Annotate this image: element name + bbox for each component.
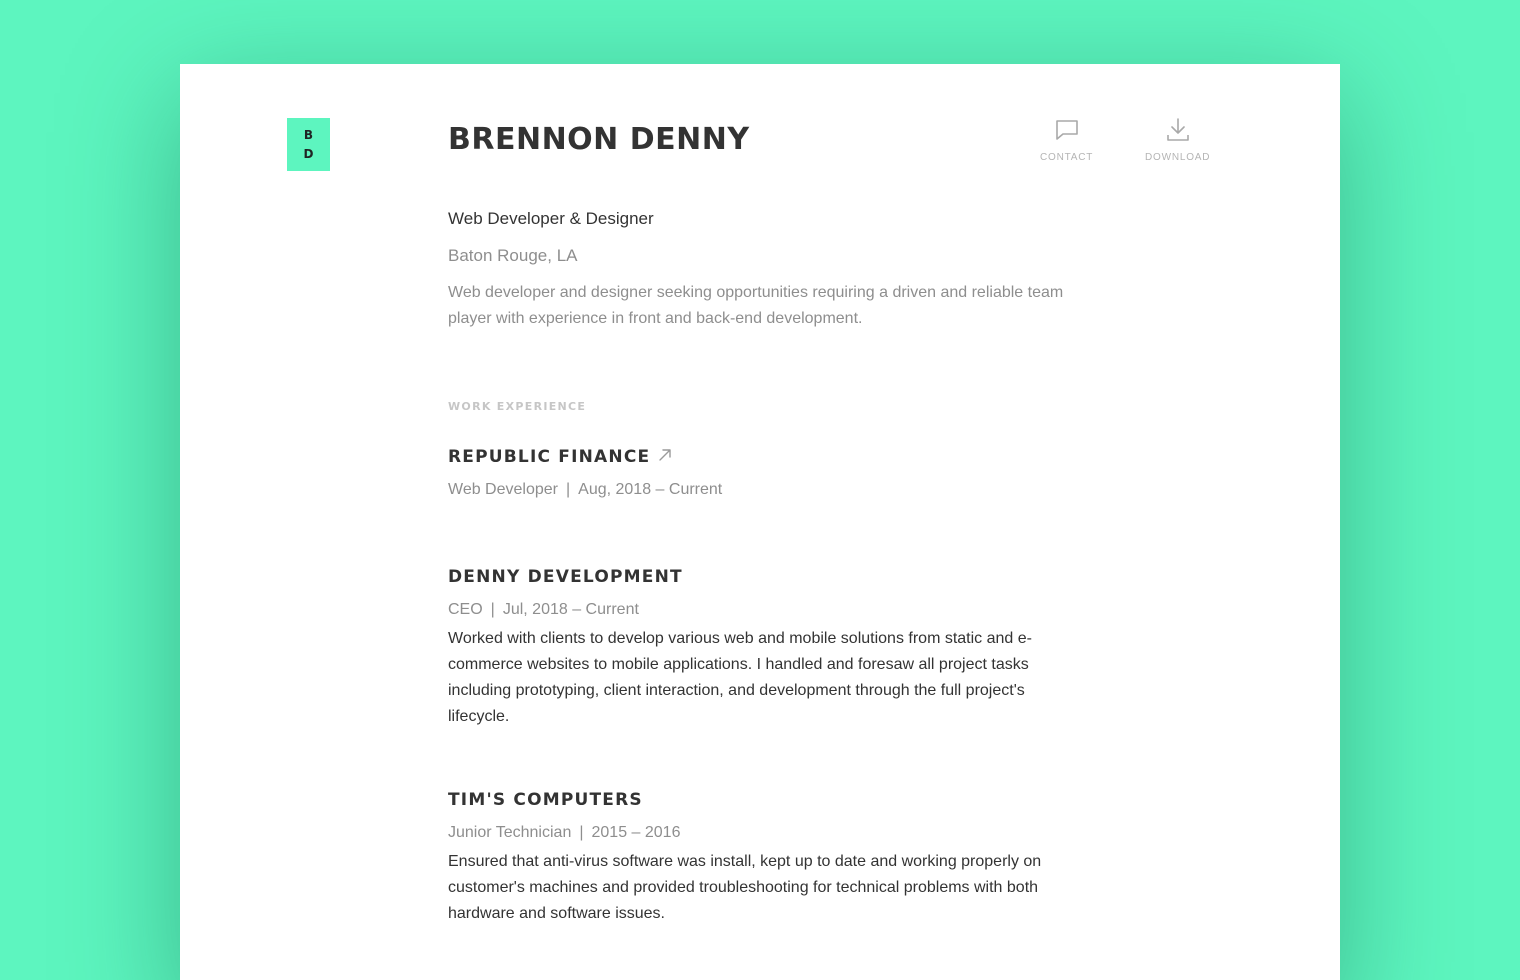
job-description: Worked with clients to develop various web and mobile solutions from static and e-commerce websites to mobile applications. I handled and foresaw all project tasks including prototyping, client interaction, and development through the full project's lifecycle.	[448, 630, 1032, 725]
job-dates: Aug, 2018 – Current	[578, 481, 723, 498]
logo-letter-d: D	[303, 146, 314, 161]
job-meta	[448, 600, 1088, 620]
job-position: CEO	[448, 601, 483, 618]
job-entry	[448, 444, 1088, 500]
job-title-row[interactable]	[448, 444, 1088, 470]
speech-bubble-icon	[1054, 116, 1080, 144]
company-name[interactable]: REPUBLIC FINANCE	[448, 447, 651, 467]
job-position: Web Developer	[448, 481, 558, 498]
location: Baton Rouge, LA	[448, 246, 578, 265]
meta-separator: |	[579, 824, 584, 841]
job-role: Web Developer & Designer	[448, 209, 654, 228]
external-link-arrow-icon[interactable]	[658, 448, 672, 462]
job-entry	[448, 564, 1088, 730]
contact-button[interactable]	[1040, 116, 1093, 163]
summary: Web developer and designer seeking opportunities requiring a driven and reliable team player with experience in front and back-end development.	[448, 284, 1064, 327]
contact-label: CONTACT	[1040, 152, 1094, 163]
meta-separator: |	[490, 601, 495, 618]
job-description: Ensured that anti-virus software was install, kept up to date and working properly on customer's machines and provided troubleshooting for technical problems with both hardware and software issues.	[448, 853, 1042, 922]
meta-separator: |	[565, 481, 571, 498]
download-icon	[1165, 116, 1191, 144]
job-position: Junior Technician	[448, 824, 572, 841]
page-title: BRENNON DENNY	[448, 122, 750, 157]
company-name: DENNY DEVELOPMENT	[448, 567, 683, 587]
logo-letter-b: B	[303, 127, 314, 142]
work-experience-heading: WORK EXPERIENCE	[448, 400, 587, 413]
download-label: DOWNLOAD	[1145, 152, 1211, 163]
job-title-row	[448, 787, 1088, 813]
job-meta	[448, 823, 1088, 843]
monogram-logo[interactable]	[287, 118, 330, 171]
job-dates: Jul, 2018 – Current	[502, 601, 639, 618]
resume-card	[180, 64, 1340, 980]
job-title-row	[448, 564, 1088, 590]
job-dates: 2015 – 2016	[591, 824, 681, 841]
company-name: TIM'S COMPUTERS	[448, 790, 643, 810]
download-button[interactable]	[1145, 116, 1210, 163]
job-meta	[448, 480, 1088, 500]
job-entry	[448, 787, 1088, 927]
